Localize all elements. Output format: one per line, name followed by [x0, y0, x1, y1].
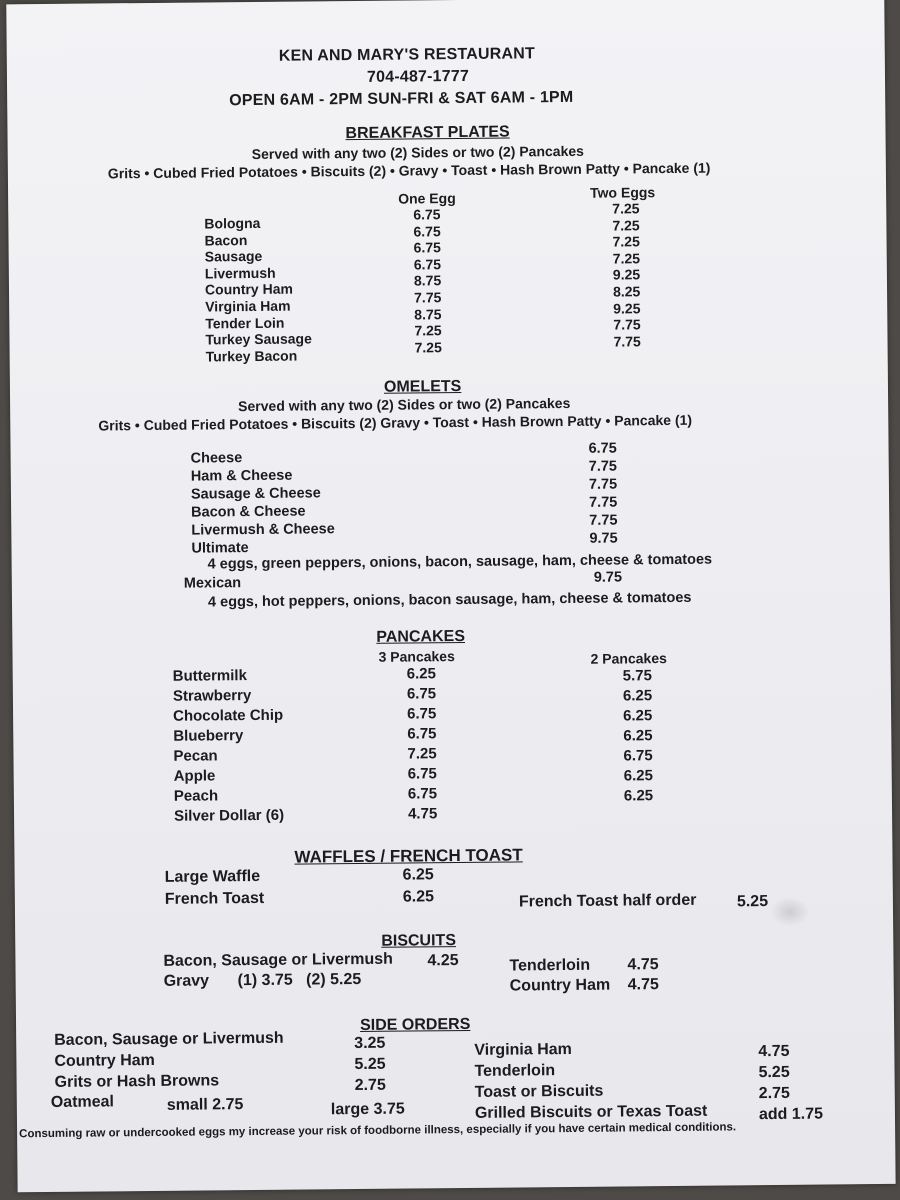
breakfast-two-egg-prices — [612, 200, 641, 350]
biscuit-country-ham: Country Ham — [509, 976, 611, 995]
omelet-price: 6.75 — [588, 440, 617, 457]
biscuit-gravy-prices: (1) 3.75 (2) 5.25 — [237, 970, 362, 990]
side-item: Grilled Biscuits or Texas Toast — [474, 1102, 708, 1122]
two-eggs-price: 7.25 — [612, 250, 641, 267]
breakfast-items — [204, 214, 312, 364]
side-price: 5.25 — [354, 1055, 386, 1074]
side-item: Virginia Ham — [474, 1040, 572, 1059]
biscuit-meat-price: 4.25 — [427, 952, 459, 970]
biscuit-tenderloin-price: 4.75 — [627, 956, 659, 974]
breakfast-one-egg-prices — [413, 206, 442, 356]
sides-right-prices — [758, 1041, 823, 1126]
side-price: 2.75 — [354, 1076, 386, 1095]
pancake-item: Peach — [173, 787, 219, 805]
omelet-price: 7.75 — [588, 494, 618, 511]
three-pancake-price: 6.75 — [407, 725, 437, 743]
side-item: Bacon, Sausage or Livermush — [54, 1029, 284, 1049]
pancake-two-prices — [623, 666, 654, 806]
one-egg-price: 7.75 — [414, 289, 442, 306]
three-pancake-price: 6.75 — [407, 705, 437, 723]
omelet-price: 7.75 — [588, 476, 618, 493]
side-oatmeal: Oatmeal — [50, 1093, 115, 1111]
french-toast-half-price: 5.25 — [736, 893, 769, 911]
phone-number: 704-487-1777 — [366, 67, 470, 86]
two-eggs-price: 7.25 — [612, 233, 640, 250]
three-pancake-price: 6.75 — [407, 765, 437, 783]
omelet-item: Ham & Cheese — [190, 467, 293, 485]
one-egg-price: 6.75 — [413, 222, 441, 240]
three-pancakes-header: 3 Pancakes — [378, 648, 455, 665]
pancake-item: Pecan — [173, 747, 218, 765]
side-item: Toast or Biscuits — [474, 1082, 604, 1101]
omelet-items — [191, 448, 335, 557]
sides-heading: SIDE ORDERS — [359, 1015, 471, 1034]
side-price: add 1.75 — [758, 1105, 824, 1124]
pancake-item: Chocolate Chip — [173, 706, 284, 725]
smudge-mark — [770, 897, 810, 927]
two-pancake-price: 6.25 — [623, 767, 653, 785]
side-item: Tenderloin — [474, 1062, 556, 1080]
breakfast-item: Country Ham — [204, 280, 293, 298]
sides-left-prices — [354, 1033, 386, 1096]
two-eggs-price: 7.75 — [613, 316, 641, 333]
pancake-item: Silver Dollar (6) — [173, 806, 285, 825]
omelet-price: 7.75 — [588, 458, 618, 475]
french-toast-half: French Toast half order — [518, 891, 697, 911]
two-eggs-price: 8.25 — [612, 283, 641, 300]
biscuits-heading: BISCUITS — [381, 932, 457, 950]
one-egg-price: 7.25 — [414, 322, 442, 339]
one-egg-price: 8.75 — [414, 305, 442, 323]
three-pancake-price: 4.75 — [407, 805, 438, 823]
three-pancake-price: 6.75 — [406, 685, 437, 703]
three-pancake-price: 7.25 — [407, 745, 437, 763]
omelets-served: Served with any two (2) Sides or two (2) Pancakes — [238, 394, 571, 415]
two-eggs-price: 7.25 — [612, 200, 640, 217]
waffles-heading: WAFFLES / FRENCH TOAST — [294, 845, 523, 867]
large-waffle-price: 6.25 — [402, 866, 434, 884]
two-pancakes-header: 2 Pancakes — [590, 650, 667, 667]
mexican-description: 4 eggs, hot peppers, onions, bacon sausage, ham, cheese & tomatoes — [207, 589, 692, 611]
two-pancake-price: 6.25 — [622, 687, 653, 705]
omelet-mexican-price: 9.75 — [593, 569, 623, 586]
menu-paper — [6, 0, 895, 1192]
breakfast-heading: BREAKFAST PLATES — [345, 123, 510, 143]
biscuit-gravy: Gravy — [163, 972, 210, 990]
pancake-three-prices — [407, 664, 438, 824]
one-egg-price: 7.25 — [414, 338, 442, 356]
three-pancake-price: 6.75 — [407, 785, 438, 803]
omelet-mexican: Mexican — [183, 575, 242, 592]
breakfast-sides: Grits • Cubed Fried Potatoes • Biscuits (2) • Gravy • Toast • Hash Brown Patty • Pancake (1) — [107, 159, 711, 182]
side-price: 3.25 — [354, 1034, 386, 1053]
opening-hours: OPEN 6AM - 2PM SUN-FRI & SAT 6AM - 1PM — [229, 88, 574, 110]
two-eggs-price: 9.25 — [613, 299, 641, 317]
two-eggs-price: 9.25 — [612, 266, 641, 283]
one-egg-price: 8.75 — [413, 272, 442, 289]
omelet-item: Sausage & Cheese — [190, 485, 321, 503]
two-pancake-price: 6.25 — [623, 787, 654, 805]
two-pancake-price: 6.25 — [623, 727, 653, 745]
one-egg-price: 6.75 — [413, 255, 442, 273]
breakfast-item: Sausage — [204, 248, 263, 265]
side-price: 5.25 — [758, 1063, 790, 1082]
two-pancake-price: 6.25 — [623, 707, 653, 725]
breakfast-item: Livermush — [204, 264, 276, 282]
omelet-price: 7.75 — [589, 512, 618, 529]
breakfast-item: Turkey Sausage — [205, 330, 312, 348]
breakfast-item: Turkey Bacon — [205, 347, 298, 365]
breakfast-item: Bacon — [204, 231, 248, 249]
omelet-item: Livermush & Cheese — [191, 521, 335, 539]
one-egg-price: 6.75 — [413, 239, 441, 256]
french-toast: French Toast — [164, 889, 265, 908]
side-oatmeal-small: small 2.75 — [166, 1096, 244, 1114]
pancake-item: Strawberry — [172, 687, 252, 705]
omelet-prices — [588, 440, 617, 548]
omelet-item: Cheese — [190, 450, 243, 467]
side-item: Country Ham — [54, 1051, 155, 1070]
ultimate-description: 4 eggs, green peppers, onions, bacon, sausage, ham, cheese & tomatoes — [207, 551, 713, 573]
restaurant-name: KEN AND MARY'S RESTAURANT — [278, 45, 536, 65]
food-safety-disclaimer: Consuming raw or undercooked eggs my increase your risk of foodborne illness, especially if you have certain medical conditions. — [19, 1121, 737, 1141]
omelet-item: Bacon & Cheese — [191, 503, 306, 521]
sides-right-items — [474, 1038, 707, 1124]
pancakes-heading: PANCAKES — [376, 627, 466, 646]
pancake-item: Blueberry — [173, 727, 244, 745]
breakfast-item: Bologna — [204, 214, 261, 232]
side-price: 2.75 — [758, 1084, 790, 1103]
biscuit-meat: Bacon, Sausage or Livermush — [163, 950, 393, 970]
side-price: 4.75 — [758, 1042, 790, 1061]
omelets-heading: OMELETS — [383, 377, 462, 396]
breakfast-served: Served with any two (2) Sides or two (2) Pancakes — [251, 142, 584, 162]
pancake-item: Apple — [173, 767, 216, 785]
three-pancake-price: 6.25 — [406, 665, 436, 683]
french-toast-price: 6.25 — [402, 888, 435, 906]
two-pancake-price: 5.75 — [622, 667, 653, 685]
omelet-price: 9.75 — [589, 530, 618, 547]
breakfast-item: Virginia Ham — [205, 297, 291, 315]
pancake-items — [173, 666, 285, 827]
one-egg-header: One Egg — [398, 190, 456, 207]
one-egg-price: 6.75 — [413, 206, 441, 223]
two-pancake-price: 6.75 — [623, 747, 653, 765]
two-eggs-price: 7.75 — [613, 333, 641, 350]
breakfast-item: Tender Loin — [205, 314, 285, 332]
sides-left-items — [54, 1028, 284, 1093]
two-eggs-header: Two Eggs — [590, 184, 656, 201]
omelet-item: Ultimate — [191, 540, 249, 557]
omelets-sides: Grits • Cubed Fried Potatoes • Biscuits (2) Gravy • Toast • Hash Brown Patty • Pancake (1) — [98, 411, 693, 434]
side-oatmeal-large: large 3.75 — [330, 1100, 405, 1119]
two-eggs-price: 7.25 — [612, 216, 640, 234]
side-item: Grits or Hash Browns — [54, 1072, 220, 1091]
biscuit-tenderloin: Tenderloin — [509, 956, 591, 975]
large-waffle: Large Waffle — [164, 867, 261, 886]
biscuit-country-ham-price: 4.75 — [627, 976, 659, 994]
pancake-item: Buttermilk — [172, 667, 247, 685]
